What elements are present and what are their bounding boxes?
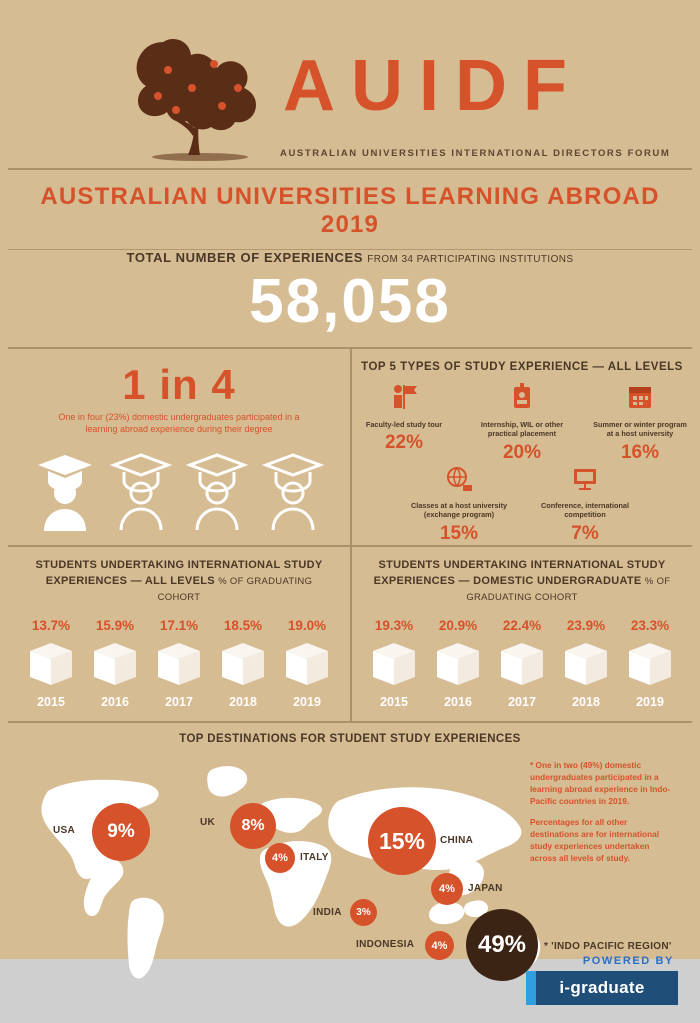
bubble-indonesia-value: 4% [431, 939, 448, 952]
cube-icon [495, 639, 549, 689]
label-italy: ITALY [300, 852, 329, 864]
label-china: CHINA [440, 835, 474, 847]
stat-value: 15.9% [95, 618, 135, 634]
one-in-four-panel [8, 349, 352, 545]
year-label: 2018 [572, 695, 600, 710]
graduate-outline-icon [110, 445, 172, 531]
stat-value: 19.3% [374, 618, 414, 634]
type-value: 22% [384, 432, 424, 454]
bubble-uk[interactable] [230, 803, 276, 849]
stats-domestic-title [352, 547, 692, 612]
label-indonesia: INDONESIA [356, 939, 415, 951]
bubble-uk-value: 8% [241, 817, 265, 835]
graduate-filled-icon [34, 445, 96, 531]
divider [8, 249, 692, 250]
bubble-japan-value: 4% [439, 883, 455, 896]
one-in-four-headline: 1 in 4 [122, 361, 236, 408]
type-item [472, 383, 572, 464]
stats-all-levels-values [8, 612, 350, 637]
bubble-usa-value: 9% [107, 821, 135, 843]
bubble-china[interactable] [368, 807, 436, 875]
type-label: Internship, WIL or other practical placement [480, 420, 564, 439]
stat-value: 22.4% [502, 618, 542, 634]
total-experiences-label [8, 250, 692, 267]
stat-value: 23.3% [630, 618, 670, 634]
label-uk: UK [200, 817, 216, 829]
cube-icon [623, 639, 677, 689]
graduate-outline-icon [186, 445, 248, 531]
type-label: Faculty-led study tour [365, 420, 443, 429]
bubble-india[interactable] [350, 899, 377, 926]
flag-person-icon [389, 383, 419, 411]
type-value: 20% [502, 441, 542, 463]
stats-section [8, 545, 692, 721]
cube-icon [367, 639, 421, 689]
type-label: Classes at a host university (exchange program) [410, 500, 508, 520]
stat-value: 23.9% [566, 618, 606, 634]
stat-value: 19.0% [287, 618, 327, 634]
stats-title-sub: % OF GRADUATING COHORT [157, 576, 313, 604]
tree-icon [118, 30, 283, 160]
logo-title: AUIDF [283, 46, 583, 126]
igraduate-brand: i-graduate [559, 978, 645, 998]
igraduate-accent-bar [526, 971, 536, 1005]
stats-all-levels-years [8, 693, 350, 721]
type-label: Summer or winter program at a host university [593, 420, 687, 439]
stats-domestic-years [352, 693, 692, 721]
cube-icon [280, 639, 334, 689]
top-types-panel [352, 349, 692, 545]
powered-by-label: POWERED BY [582, 955, 674, 968]
stats-title-main: STUDENTS UNDERTAKING INTERNATIONAL STUDY EXPERIENCES — DOMESTIC UNDERGRADUATE [373, 559, 666, 588]
stats-all-levels [8, 547, 352, 721]
cube-icon [24, 639, 78, 689]
stats-domestic-ug [352, 547, 692, 721]
stat-value: 18.5% [223, 618, 263, 634]
graduate-outline-icon [262, 445, 324, 531]
igraduate-logo[interactable] [526, 971, 678, 1005]
stats-all-levels-bars [8, 637, 350, 693]
divider [8, 168, 692, 170]
year-label: 2019 [636, 695, 664, 710]
map-notes [530, 759, 678, 873]
year-label: 2017 [508, 695, 536, 710]
type-item [535, 466, 635, 545]
stats-all-levels-title [8, 547, 350, 612]
cube-icon [152, 639, 206, 689]
bubble-italy[interactable] [265, 843, 295, 873]
stat-value: 20.9% [438, 618, 478, 634]
stat-value: 17.1% [159, 618, 199, 634]
page-title: AUSTRALIAN UNIVERSITIES LEARNING ABROAD 2019 [40, 183, 660, 238]
bubble-india-value: 3% [356, 907, 371, 919]
bubble-china-value: 15% [378, 827, 426, 854]
globe-book-icon [444, 466, 474, 492]
type-label: Conference, international competition [541, 500, 629, 520]
graduate-icon-row [8, 443, 350, 545]
map-title: TOP DESTINATIONS FOR STUDENT STUDY EXPERIENCES [179, 733, 521, 746]
stats-title-main: STUDENTS UNDERTAKING INTERNATIONAL STUDY EXPERIENCES — ALL LEVELS [35, 559, 323, 588]
label-japan: JAPAN [468, 883, 503, 895]
type-value: 16% [620, 441, 660, 463]
cube-icon [559, 639, 613, 689]
cube-icon [88, 639, 142, 689]
year-label: 2018 [229, 695, 257, 710]
infographic-inner [8, 8, 692, 998]
year-label: 2015 [37, 695, 65, 710]
type-item [409, 466, 509, 545]
top-types-title: TOP 5 TYPES OF STUDY EXPERIENCE — ALL LEVELS [361, 361, 683, 373]
stats-domestic-values [352, 612, 692, 637]
id-badge-icon [507, 383, 537, 411]
type-item [354, 383, 454, 464]
stats-domestic-bars [352, 637, 692, 693]
presentation-icon [570, 466, 600, 492]
label-indo-pacific: * 'INDO PACIFIC REGION' [544, 941, 672, 953]
top-types-row-2 [352, 466, 692, 545]
cube-icon [431, 639, 485, 689]
year-label: 2017 [165, 695, 193, 710]
label-usa: USA [53, 825, 76, 837]
bubble-usa[interactable] [92, 803, 150, 861]
bubble-japan[interactable] [431, 873, 463, 905]
cube-icon [216, 639, 270, 689]
type-value: 7% [571, 522, 599, 544]
calendar-icon [625, 383, 655, 411]
header [8, 8, 692, 168]
one-in-four-caption: One in four (23%) domestic undergraduates participated in a learning abroad experience during their degree [58, 412, 300, 435]
stat-value: 13.7% [31, 618, 71, 634]
total-experiences-value: 58,058 [249, 267, 451, 336]
label-india: INDIA [313, 907, 342, 919]
map-note-2: Percentages for all other destinations are for international study experiences undertaken across all levels of study. [530, 817, 660, 864]
map-section [8, 721, 692, 1023]
map-note-1: * One in two (49%) domestic undergraduates participated in a learning abroad experience in Indo-Pacific countries in 2019. [530, 760, 671, 807]
bubble-italy-value: 4% [272, 852, 288, 865]
top-types-row-1 [352, 383, 692, 464]
type-value: 15% [439, 522, 479, 544]
year-label: 2019 [293, 695, 321, 710]
bubble-indo-pacific-value: 49% [477, 931, 527, 959]
total-label-strong: TOTAL NUMBER OF EXPERIENCES [126, 250, 364, 265]
logo-subtitle: AUSTRALIAN UNIVERSITIES INTERNATIONAL DIRECTORS FORUM [280, 148, 671, 159]
year-label: 2015 [380, 695, 408, 710]
year-label: 2016 [444, 695, 472, 710]
mid-section [8, 347, 692, 545]
total-label-sub: FROM 34 PARTICIPATING INSTITUTIONS [367, 254, 574, 265]
year-label: 2016 [101, 695, 129, 710]
stats-title-sub: % OF GRADUATING COHORT [466, 576, 671, 604]
type-item [590, 383, 690, 464]
bubble-indonesia[interactable] [425, 931, 454, 960]
